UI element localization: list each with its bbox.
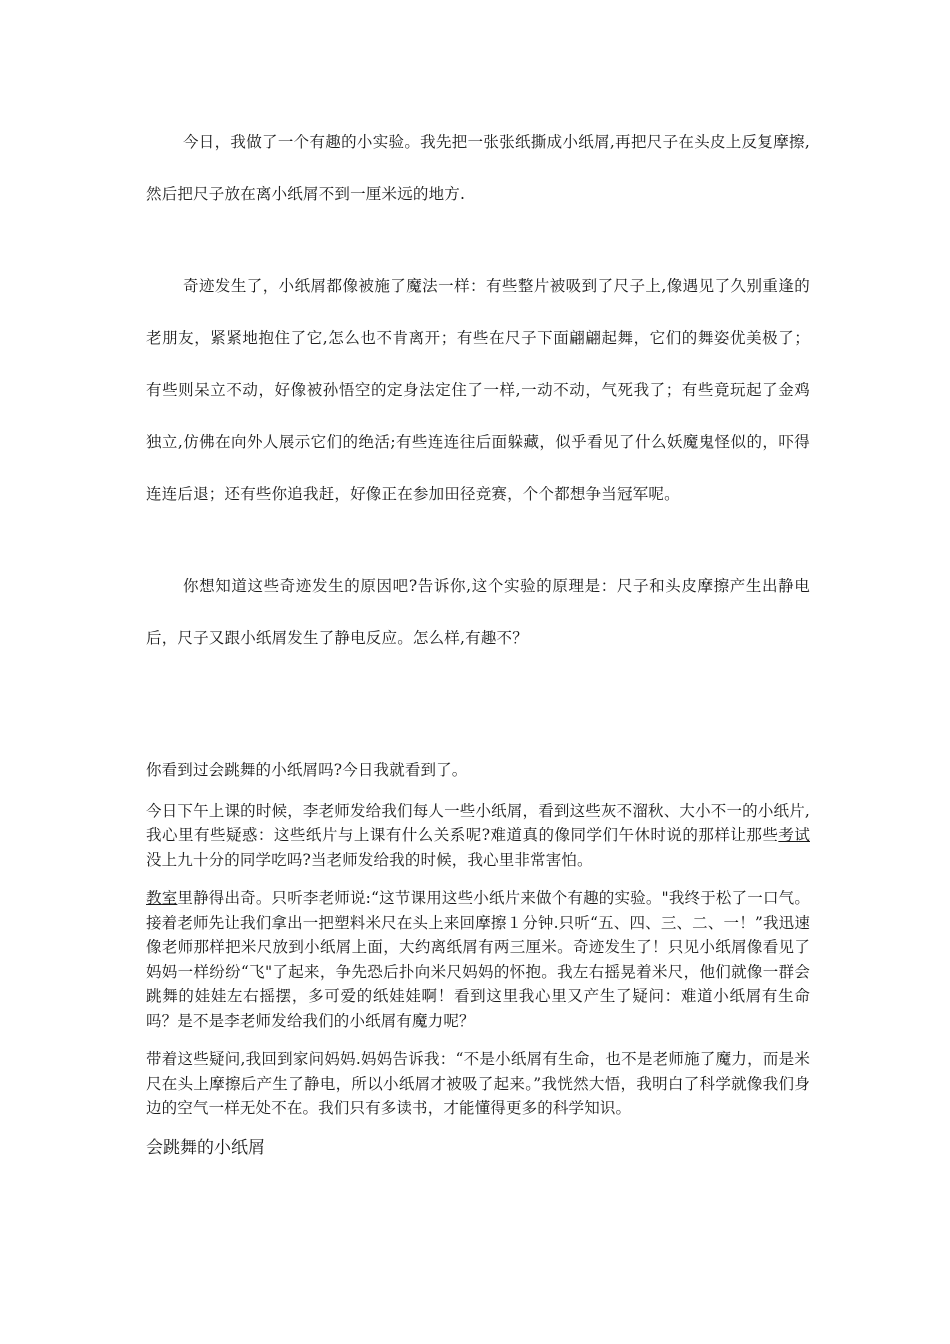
experiment-paragraph xyxy=(146,886,810,1033)
class-paragraph xyxy=(146,799,810,873)
class-paragraph-text-a: 今日下午上课的时候，李老师发给我们每人一些小纸屑，看到这些灰不溜秋、大小不一的小纸片,我心里有些疑惑：这些纸片与上课有什么关系呢?难道真的像同学们午休时说的那样让那些 xyxy=(146,801,810,844)
dancing-paper-essay xyxy=(146,758,810,1161)
essay-paragraph-1: 今日，我做了一个有趣的小实验。我先把一张张纸撕成小纸屑,再把尺子在头皮上反复摩擦,然后把尺子放在离小纸屑不到一厘米远的地方. xyxy=(146,133,810,203)
essay-title: 会跳舞的小纸屑 xyxy=(146,1137,265,1158)
class-paragraph-text-b: 没上九十分的同学吃吗?当老师发给我的时候，我心里非常害怕。 xyxy=(146,850,593,869)
conclusion-paragraph: 带着这些疑问,我回到家问妈妈.妈妈告诉我：“不是小纸屑有生命，也不是老师施了魔力，而是米尺在头上摩擦后产生了静电，所以小纸屑才被吸了起来。”我恍然大悟，我明白了科学就像我们身边的空气一样无处不在。我们只有多读书，才能懂得更多的科学知识。 xyxy=(146,1050,810,1117)
experiment-essay xyxy=(146,116,810,704)
essay-paragraph-3: 你想知道这些奇迹发生的原因吧?告诉你,这个实验的原理是：尺子和头皮摩擦产生出静电后，尺子又跟小纸屑发生了静电反应。怎么样,有趣不？ xyxy=(146,577,810,647)
intro-paragraph: 你看到过会跳舞的小纸屑吗?今日我就看到了。 xyxy=(146,761,468,779)
classroom-link[interactable]: 教室 xyxy=(146,889,178,907)
exam-link[interactable]: 考试 xyxy=(778,826,810,844)
experiment-paragraph-text: 里静得出奇。只听李老师说:“这节课用这些小纸片来做个有趣的实验。"我终于松了一口气。接着老师先让我们拿出一把塑料米尺在头上来回摩擦１分钟.只听“五、四、三、二、一！”我迅速像老师那样把米尺放到小纸屑上面，大约离纸屑有两三厘米。奇迹发生了！只见小纸屑像看见了妈妈一样纷纷“飞"了起来，争先恐后扑向米尺妈妈的怀抱。我左右摇晃着米尺，他们就像一群会跳舞的娃娃左右摇摆，多可爱的纸娃娃啊！看到这里我心里又产生了疑问：难道小纸屑有生命吗？是不是李老师发给我们的小纸屑有魔力呢？ xyxy=(146,889,810,1030)
essay-paragraph-2: 奇迹发生了，小纸屑都像被施了魔法一样：有些整片被吸到了尺子上,像遇见了久别重逢的老朋友，紧紧地抱住了它,怎么也不肯离开；有些在尺子下面翩翩起舞，它们的舞姿优美极了；有些则呆立不动，好像被孙悟空的定身法定住了一样,一动不动，气死我了；有些竟玩起了金鸡独立,仿佛在向外人展示它们的绝活;有些连连往后面躲藏，似乎看见了什么妖魔鬼怪似的，吓得连连后退；还有些你追我赶，好像正在参加田径竞赛，个个都想争当冠军呢。 xyxy=(146,277,810,503)
